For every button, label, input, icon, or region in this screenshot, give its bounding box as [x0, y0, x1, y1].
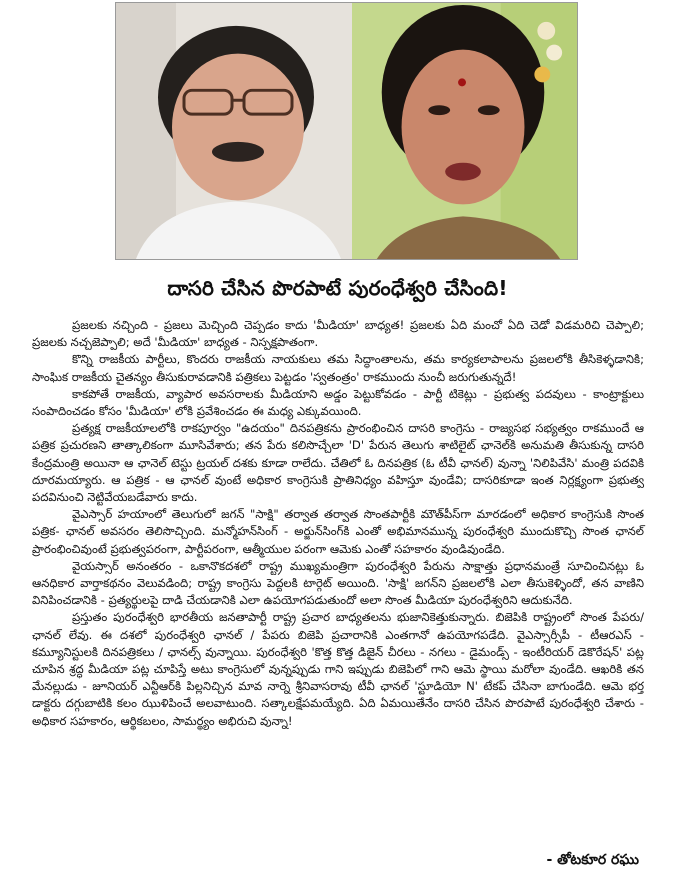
paragraph-2: కొన్ని రాజకీయ పార్టీలు, కొందరు రాజకీయ నాయకులు తమ సిద్ధాంతాలను, తమ కార్యకలాపాలను ప్రజలలోకి తీసికెళ్ళడానికి; సాంఘిక రాజకీయ చైతన్యం తీసుకురావడానికి పత్రికలు పెట్టడం 'స్వతంత్రం' రాకముందు నుంచీ జరుగుతున్నదే! [32, 352, 644, 384]
photo-left-portrait [116, 3, 352, 259]
paragraph-1: ప్రజలకు నచ్చింది - ప్రజలు మెచ్చింది చెప్పడం కాదు 'మీడియా' బాధ్యత! ప్రజలకు ఏది మంచో ఏది చెడో విడమరిచి చెప్పాలి; ప్రజలకు నచ్చజెప్పాలి; అదే 'మీడియా' బాధ్యత - నిస్పక్షపాతంగా. [32, 318, 644, 350]
paragraph-5: వైఎస్సార్ హయాంలో తెలుగులో జగన్ "సాక్షి" తర్వాత తర్వాత సొంతపార్టీకి మౌత్‌పీస్‌గా మారడంలో అధికార కాంగ్రెసుకి సొంత పత్రిక- ఛానల్ అవసరం తెలిసొచ్చింది. మన్మోహన్‌సింగ్ - అర్జున్‌సింగ్‌కి ఎంతో అభిమానమున్న పురంధేశ్వరి ముందుకొచ్చి సొంత ఛానల్ ప్రారంభించివుంటే ప్రభుత్వపరంగా, పార్టీపరంగా, ఆత్మీయుల పరంగా ఆమెకు ఎంతో సహకారం వుండివుండేది. [32, 507, 644, 556]
paragraph-4: ప్రత్యక్ష రాజకీయాలలోకి రాకపూర్వం "ఉదయం" దినపత్రికను ప్రారంభించిన దాసరి కాంగ్రెసు - రాజ్యసభ సభ్యత్వం రాకముందే ఆ పత్రిక ప్రచురణని తాత్కాలికంగా మూసివేశారు; తన పేరు కలిసొచ్చేలా 'D' పేరున తెలుగు శాటిలైట్ ఛానెల్‌కి అనుమతి తీసుకున్న దాసరి కేంద్రమంత్రి అయినా ఆ ఛానెల్ టెస్టు ట్రయల్ దశకు కూడా రాలేదు. చేతిలో ఓ దినపత్రిక (ఓ టీవీ ఛానల్) వున్నా 'నిలిపివేసి' మంత్రి పదవికి దూరమయ్యారు. ఆ పత్రిక - ఆ ఛానల్ వుంటే అధికార కాంగ్రెసుకి ప్రాతినిధ్యం వహిస్తూ వుండేవి; దాసరికూడా ఇంత నిర్లక్ష్యంగా ప్రభుత్వ పదవినుంచి నెట్టివేయబడేవారు కాదు. [32, 421, 644, 505]
header-photo [115, 2, 578, 260]
author-byline: - తోటకూర రఘు [546, 852, 639, 868]
photo-right-portrait [352, 3, 577, 259]
paragraph-6: వైయస్సార్ అనంతరం - ఒకానొకదశలో రాష్ట్ర ముఖ్యమంత్రిగా పురంధేశ్వరి పేరును సాక్షాత్తు ప్రధానమంత్రే సూచించినట్లు ఓ ఆనధికార వార్తాకథనం వెలువడింది; రాష్ట్ర కాంగ్రెసు పెద్దలకి టార్గెట్ అయింది. 'సాక్షి' జగన్‌ని ప్రజలలోకి ఎలా తీసుకెళ్ళిందో, తన వాణిని వినిపించడానికి - ప్రత్యర్థులపై దాడి చేయడానికి ఎలా ఉపయోగపడుతుందో అలా సొంత మీడియా పురంధేశ్వరిని ఆదుకునేది. [32, 558, 644, 608]
article-body [32, 317, 644, 730]
page-title: దాసరి చేసిన పొరపాటే పురంధేశ్వరి చేసింది! [167, 276, 508, 300]
paragraph-3: కాకపోతే రాజకీయ, వ్యాపార అవసరాలకు మీడియాని అడ్డం పెట్టుకోవడం - పార్టీ టికెట్లు - ప్రభుత్వ పదవులు - కాంట్రాక్టులు సంపాదించడం కోసం 'మీడియా' లోకి ప్రవేశించడం ఈ మధ్య ఎక్కువయింది. [32, 386, 644, 419]
paragraph-7: ప్రస్తుతం పురంధేశ్వరి భారతీయ జనతాపార్టీ రాష్ట్ర ప్రచార బాధ్యతలను భుజానికెత్తుకున్నారు. బిజెపికి రాష్ట్రంలో సొంత పేపరు/ ఛానల్ లేవు. ఈ దశలో పురంధేశ్వరి ఛానల్ / పేపరు బిజెపి ప్రచారానికి ఎంతగానో ఉపయోగపడేది. వైఎస్సార్సీపీ - టీఆరఎస్ - కమ్యూనిస్టులకి దినపత్రికలు / ఛానల్స్ వున్నాయి. పురంధేశ్వరి 'కొత్త కొత్త డిజైన్ చీరలు - నగలు - డైమండ్స్ - ఇంటీరియర్ డెకొరేషన్' పట్ల చూపిన శ్రద్ధ మీడియా పట్ల చూపిస్తే అటు కాంగ్రెసులో వున్నప్పుడు గాని ఇప్పుడు బిజెపిలో గాని ఆమె స్థాయి మరోలా వుండేది. ఆఖరికి తన మేనల్లుడు - జూనియర్ ఎన్టీఆర్‌కి పిల్లనిచ్చిన మావ నార్నె శ్రీనివాసరావు టీవీ ఛానల్ 'స్టూడియో N' టేకప్ చేసినా బాగుండేది. ఆమె భర్త డాక్టరు దగ్గుబాటికి కలం ఝుళిపించే అలవాటుంది. సత్కాలక్షేపమయ్యేది. ఏది ఏమయితేనేం దాసరి చేసిన పొరపాటే పురంధేశ్వరి చేశారు - అధికార సహకారం, ఆర్థికబలం, సామర్థ్యం అభిరుచి వున్నా! [32, 610, 644, 728]
